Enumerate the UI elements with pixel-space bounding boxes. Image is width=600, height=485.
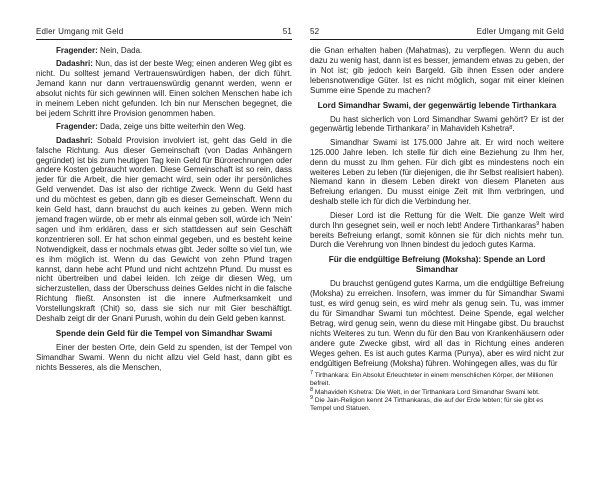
body-paragraph: Du brauchst genügend gutes Karma, um die endgültige Befreiung (Moksha) zu erreichen. Insofern, was immer du für Simandhar Swami tust, es wird genug sein, es wird mehr als genug sein. Tu, was immer du für Simandhar Swami tun möchtest. Deine Spende, egal welcher Betrag, wird genug sein, wenn du diese mit Hingabe gibst. Du brauchst nichts Weiteres zu tun. Wenn du für den Bau von Krankenhäusern oder andere gute Zwecke gibst, wird all das in Richtung eines anderen Weges gehen. Es ist auch gutes Karma (Punya), aber es wird nicht zur endgültigen Befreiung (Moksha) führen. Wohingegen alles, was du für xyxy=(310,279,564,368)
dialog-text: Sobald Provision involviert ist, geht das Geld in die falsche Richtung. Aus dieser Gemeinschaft (von Dadas Anhängern gegründet) ist bis zum heutigen Tag kein Geld für Bürorechnungen oder andere Kosten gebraucht worden. Diese Gemeinschaft ist so rein, dass jeder für die Arbeit, die hier gemacht wird, sein oder ihr persönliches Geld verwendet. Das ist also der richtige Zweck. Wenn du Geld hast und du möchtest es geben, dann gib es dieser Gemeinschaft. Wenn du kein Geld hast, dann brauchst du auch keines zu geben. Wenn mich jemand fragen würde, ob er mehr als einmal geben soll, würde ich 'Nein' sagen und ihm erklären, dass er sich stattdessen auf sein Geschäft konzentrieren soll. Er hat schon einmal gegeben, und es besteht keine Notwendigkeit, dass er nochmals etwas gibt. Jeder sollte so viel tun, wie es ihm möglich ist. Wenn du das Gewicht von zehn Pfund tragen kannst, dann hebe acht Pfund und nicht achtzehn Pfund. Du musst es nicht übertreiben und dabei leiden. Ich zeige dir diesen Weg, um sicherzustellen, dass der Überschuss deines Geldes nicht in die falsche Richtung fließt. Ansonsten ist die innere Aufmerksamkeit und Vorstellungskraft (Chit) so, dass sie sich nur mit Gier beschäftigt. Deshalb zeigt dir der Gnani Purush, wohin du dein Geld geben kannst. xyxy=(36,135,292,324)
running-title: Edler Umgang mit Geld xyxy=(476,27,564,36)
body-paragraph xyxy=(310,211,564,251)
page-header-right xyxy=(310,27,564,40)
dialog-text: Nein, Dada. xyxy=(100,46,143,55)
footnote-marker: 8 xyxy=(310,387,314,394)
speaker-label: Fragender: xyxy=(56,122,98,132)
paragraph-text: Dieser Lord ist die Rettung für die Welt. Die ganze Welt wird durch Ihn gesegnet sein, weil er noch lebt! Andere Tirthankaras xyxy=(310,210,564,230)
footnote-marker: 7 xyxy=(310,370,314,377)
page-body-right xyxy=(310,46,564,413)
body-paragraph xyxy=(310,115,564,135)
paragraph-text: haben bereits Befreiung erlangt, somit können sie für dich nichts mehr tun. Durch die Verehrung von Ihnen bindest du jedoch gutes Karma. xyxy=(310,220,564,250)
footnote xyxy=(310,372,564,389)
section-heading-spende-tempel: Spende dein Geld für die Tempel von Simandhar Swami xyxy=(55,328,273,338)
body-paragraph: Simandhar Swami ist 175.000 Jahre alt. Er wird noch weitere 125.000 Jahre leben. Ich stelle für dich eine Beziehung zu Ihm her, denn du musst zu Ihm gehen. Für dich gibt es mindestens noch ein weiteres Leben zu leben (für diejenigen, die ihr Selbst realisiert haben). Niemand kann in diesem Leben direkt von diesem Planeten aus Befreiung erlangen. Du musst einige Zeit mit Ihm verbringen, und deshalb stelle ich für dich die Verbindung her. xyxy=(310,137,564,207)
section-heading-tirthankara: Lord Simandhar Swami, der gegenwärtig lebende Tirthankara xyxy=(317,100,557,110)
speaker-label: Dadashri: xyxy=(56,59,93,69)
dialog-paragraph xyxy=(36,122,292,132)
footnote-ref-7: 7 xyxy=(426,124,430,131)
footnote-ref-9: 9 xyxy=(536,221,540,228)
footnote xyxy=(310,389,564,397)
speaker-label: Dadashri: xyxy=(56,135,93,145)
page-number: 52 xyxy=(310,27,320,36)
footnote xyxy=(310,397,564,414)
footnote-text: Die Jain-Religion kennt 24 Tirthankaras, die auf der Erde lebten; für sie gibt es Tempel und Statuen. xyxy=(310,396,544,413)
footnote-text: Tirthankara: Ein Absolut Erleuchteter in einem menschlichen Körper, der Millionen befreit. xyxy=(310,371,554,388)
paragraph-text: . xyxy=(512,124,515,134)
section-heading-moksha: Für die endgültige Befreiung (Moksha): Spende an Lord Simandhar xyxy=(328,255,546,275)
dialog-text: Dada, zeige uns bitte weiterhin den Weg. xyxy=(100,122,246,132)
page-number: 51 xyxy=(282,27,292,36)
dialog-paragraph xyxy=(36,136,292,324)
running-title: Edler Umgang mit Geld xyxy=(36,27,124,36)
footnote-ref-8: 8 xyxy=(509,124,513,131)
speaker-label: Fragender: xyxy=(56,46,98,55)
page-52 xyxy=(300,0,600,485)
paragraph-text: Du hast sicherlich von Lord Simandhar Swami gehört? Er ist der gegenwärtig lebende Tirthankara xyxy=(310,114,564,134)
footnotes xyxy=(310,372,564,413)
body-paragraph: Einer der besten Orte, dein Geld zu spenden, ist der Tempel von Simandhar Swami. Wenn du nicht allzu viel Geld hast, dann gibt es nichts Besseres, als die Menschen, xyxy=(36,342,292,372)
footnote-marker: 9 xyxy=(310,395,314,402)
page-body-left xyxy=(36,46,292,373)
page-header-left xyxy=(36,27,292,40)
footnote-text: Mahavideh Kshetra: Die Welt, in der Tirthankara Lord Simandhar Swami lebt. xyxy=(313,388,540,396)
paragraph-text: in Mahavideh Kshetra xyxy=(429,124,510,134)
dialog-paragraph xyxy=(36,59,292,118)
continuation-paragraph: die Gnan erhalten haben (Mahatmas), zu verpflegen. Wenn du auch dazu zu wenig hast, dann ist es besser, jemandem etwas zu geben, der in Not ist; gib jedoch kein Bargeld. Gib ihnen Essen oder andere lebensnotwendige Güter. Ist es nicht möglich, sogar mit einer kleinen Summe eine Spende zu machen? xyxy=(310,46,564,95)
dialog-text: Nun, das ist der beste Weg; einen anderen Weg gibt es nicht. Du solltest jemand Vertrauenswürdigen haben, der dich führt. Jemand kann nur dann vertrauenswürdig genannt werden, wenn er absolut nichts für sich gewinnen will. Einen solchen Menschen habe ich in meinem Leben nicht gefunden. Ich bin nur Menschen begegnet, die bei jedem Schritt ihre Provision genommen haben. xyxy=(36,59,292,118)
dialog-paragraph xyxy=(36,46,292,56)
